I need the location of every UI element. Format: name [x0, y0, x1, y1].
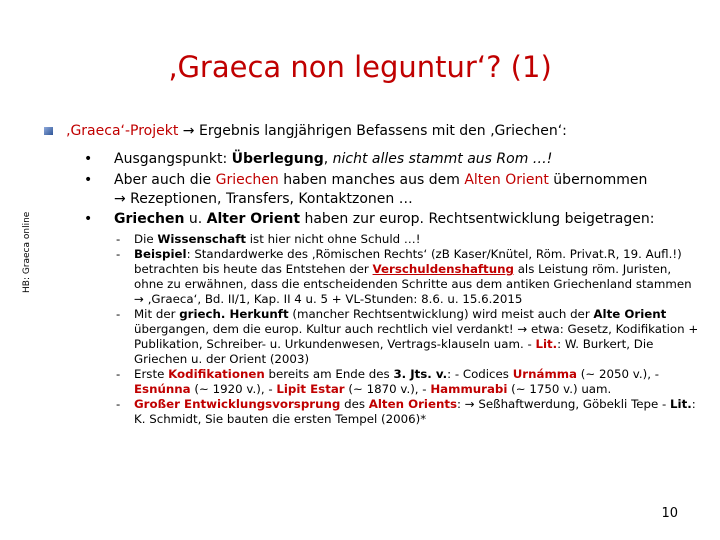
square-bullet-icon [44, 127, 53, 135]
dash-icon: - [116, 307, 121, 321]
dash-icon: - [116, 397, 121, 411]
sub-item: - Großer Entwicklungsvorsprung des Alten Orients: → Seßhaftwerdung, Göbekli Tepe - Lit.: K. Schmidt, Sie bauten die ersten Tempel (2006)* [116, 397, 696, 426]
bullet-1-text: Ausgangspunkt: Überlegung, nicht alles stammt aus Rom …! [114, 151, 553, 167]
bullet-3-text: Griechen u. Alter Orient haben zur europ. Rechtsentwicklung beigetragen: [114, 211, 655, 227]
bullet-2-text: Aber auch die Griechen haben manches aus dem Alten Orient übernommen → Rezeptionen, Transfers, Kontaktzonen … [114, 172, 648, 207]
side-label: HB: Graeca online [22, 211, 32, 293]
page-number: 10 [661, 506, 678, 521]
main-point-text: → Ergebnis langjährigen Befassens mit den ‚Griechen‘: [178, 123, 567, 139]
dash-icon: - [116, 367, 121, 381]
sub-item: - Beispiel: Standardwerke des ‚Römischen Rechts‘ (zB Kaser/Knütel, Röm. Privat.R, 19. Aufl.!) betrachten bis heute das Entstehen der Verschuldenshaftung als Leistung röm. Juristen, ohne zu erwähnen, dass die entscheidenden Schritte aus dem antiken Griechenland stammen → ‚Graeca‘, Bd. II/1, Kap. II 4 u. 5 + VL-Stunden: 8.6. u. 15.6.2015 [116, 247, 692, 306]
slide-title: ‚Graeca non leguntur‘? (1) [168, 50, 552, 84]
project-name: ‚Graeca‘-Projekt [66, 123, 179, 139]
dash-icon: - [116, 232, 121, 246]
main-point [66, 123, 567, 139]
bullet-icon: • [84, 172, 93, 188]
dash-icon: - [116, 247, 121, 261]
sub-item: - Erste Kodifikationen bereits am Ende des 3. Jts. v.: - Codices Urnámma (~ 2050 v.), - Esnúnna (~ 1920 v.), - Lipit Estar (~ 1870 v.), - Hammurabi (~ 1750 v.) uam. [116, 367, 659, 396]
sub-item: - Die Wissenschaft ist hier nicht ohne Schuld …! [116, 232, 421, 246]
sub-list [116, 232, 700, 427]
bullet-icon: • [84, 151, 93, 167]
sub-item: - Mit der griech. Herkunft (mancher Rechtsentwicklung) wird meist auch der Alte Orient übergangen, dem die europ. Kultur auch rechtlich viel verdankt! → etwa: Gesetz, Kodifikation + Publikation, Schreiber- u. Urkundenwesen, Vertrags-klauseln uam. - Lit.: W. Burkert, Die Griechen u. der Orient (2003) [116, 307, 699, 366]
bullet-icon: • [84, 211, 93, 227]
